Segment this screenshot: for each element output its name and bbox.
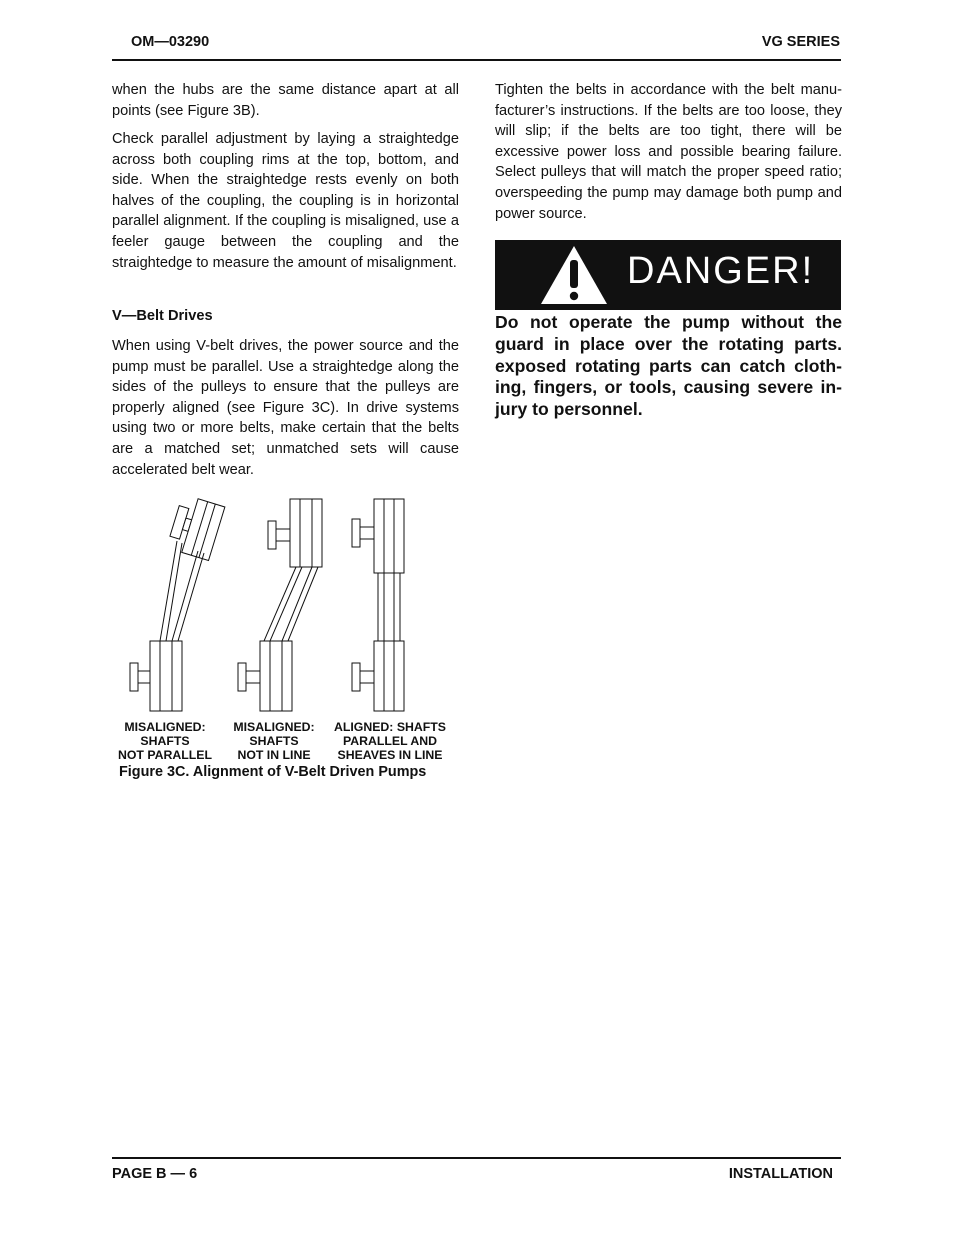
caption-not-parallel: MISALIGNED: SHAFTS NOT PARALLEL (117, 720, 213, 762)
diagram-not-parallel (130, 495, 225, 711)
diagram-not-in-line (238, 499, 322, 711)
footer-rule (112, 1157, 841, 1159)
warning-text: Do not operate the pump without the guard in place over the rotating parts. exposed rotating parts can catch clothing, fingers, or tools, causing severe injury to personnel. (495, 312, 842, 420)
page-number: PAGE B — 6 (112, 1166, 198, 1182)
header-rule (112, 59, 841, 61)
figure-title: Figure 3C. Alignment of V-Belt Driven Pumps (119, 764, 427, 780)
warning-triangle-icon (539, 244, 609, 306)
danger-banner (495, 240, 841, 310)
doc-number: OM—03290 (131, 34, 210, 50)
belt-alignment-figure (120, 495, 460, 715)
caption-not-in-line: MISALIGNED: SHAFTS NOT IN LINE (233, 720, 315, 762)
diagram-aligned (352, 499, 404, 711)
caption-aligned: ALIGNED: SHAFTS PARALLEL AND SHEAVES IN LINE (333, 720, 447, 762)
paragraph-tighten-belts: Tighten the belts in accordance with the belt manufacturer’s instructions. If the belts are too loose, they will slip; if the belts are too tight, there will be excessive power loss and possible bearing failure. Select pulleys that will match the proper speed ratio; overspeeding the pump may damage both pump and power source. (495, 82, 842, 222)
paragraph-hubs: when the hubs are the same distance apart at all points (see Figure 3B). (112, 82, 459, 119)
paragraph-parallel-adjustment: Check parallel adjustment by laying a straightedge across both coupling rims at the top, bottom, and side. When the straightedge rests evenly on both halves of the coupling, the coupling is in horizontal parallel alignment. If the coupling is misaligned, use a feeler gauge between the coupling and the straightedge to measure the amount of misalignment. (112, 131, 459, 271)
section-heading-vbelt: V—Belt Drives (112, 308, 213, 324)
danger-label: DANGER! (627, 250, 815, 292)
series-title: VG SERIES (761, 34, 840, 50)
section-name: INSTALLATION (728, 1166, 833, 1182)
paragraph-vbelt: When using V-belt drives, the power source and the pump must be parallel. Use a straightedge along the sides of the pulleys to ensure that the pulleys are properly aligned (see Figure 3C). In drive systems using two or more belts, make certain that the belts are a matched set; unmatched sets will cause accelerated belt wear. (112, 338, 459, 478)
